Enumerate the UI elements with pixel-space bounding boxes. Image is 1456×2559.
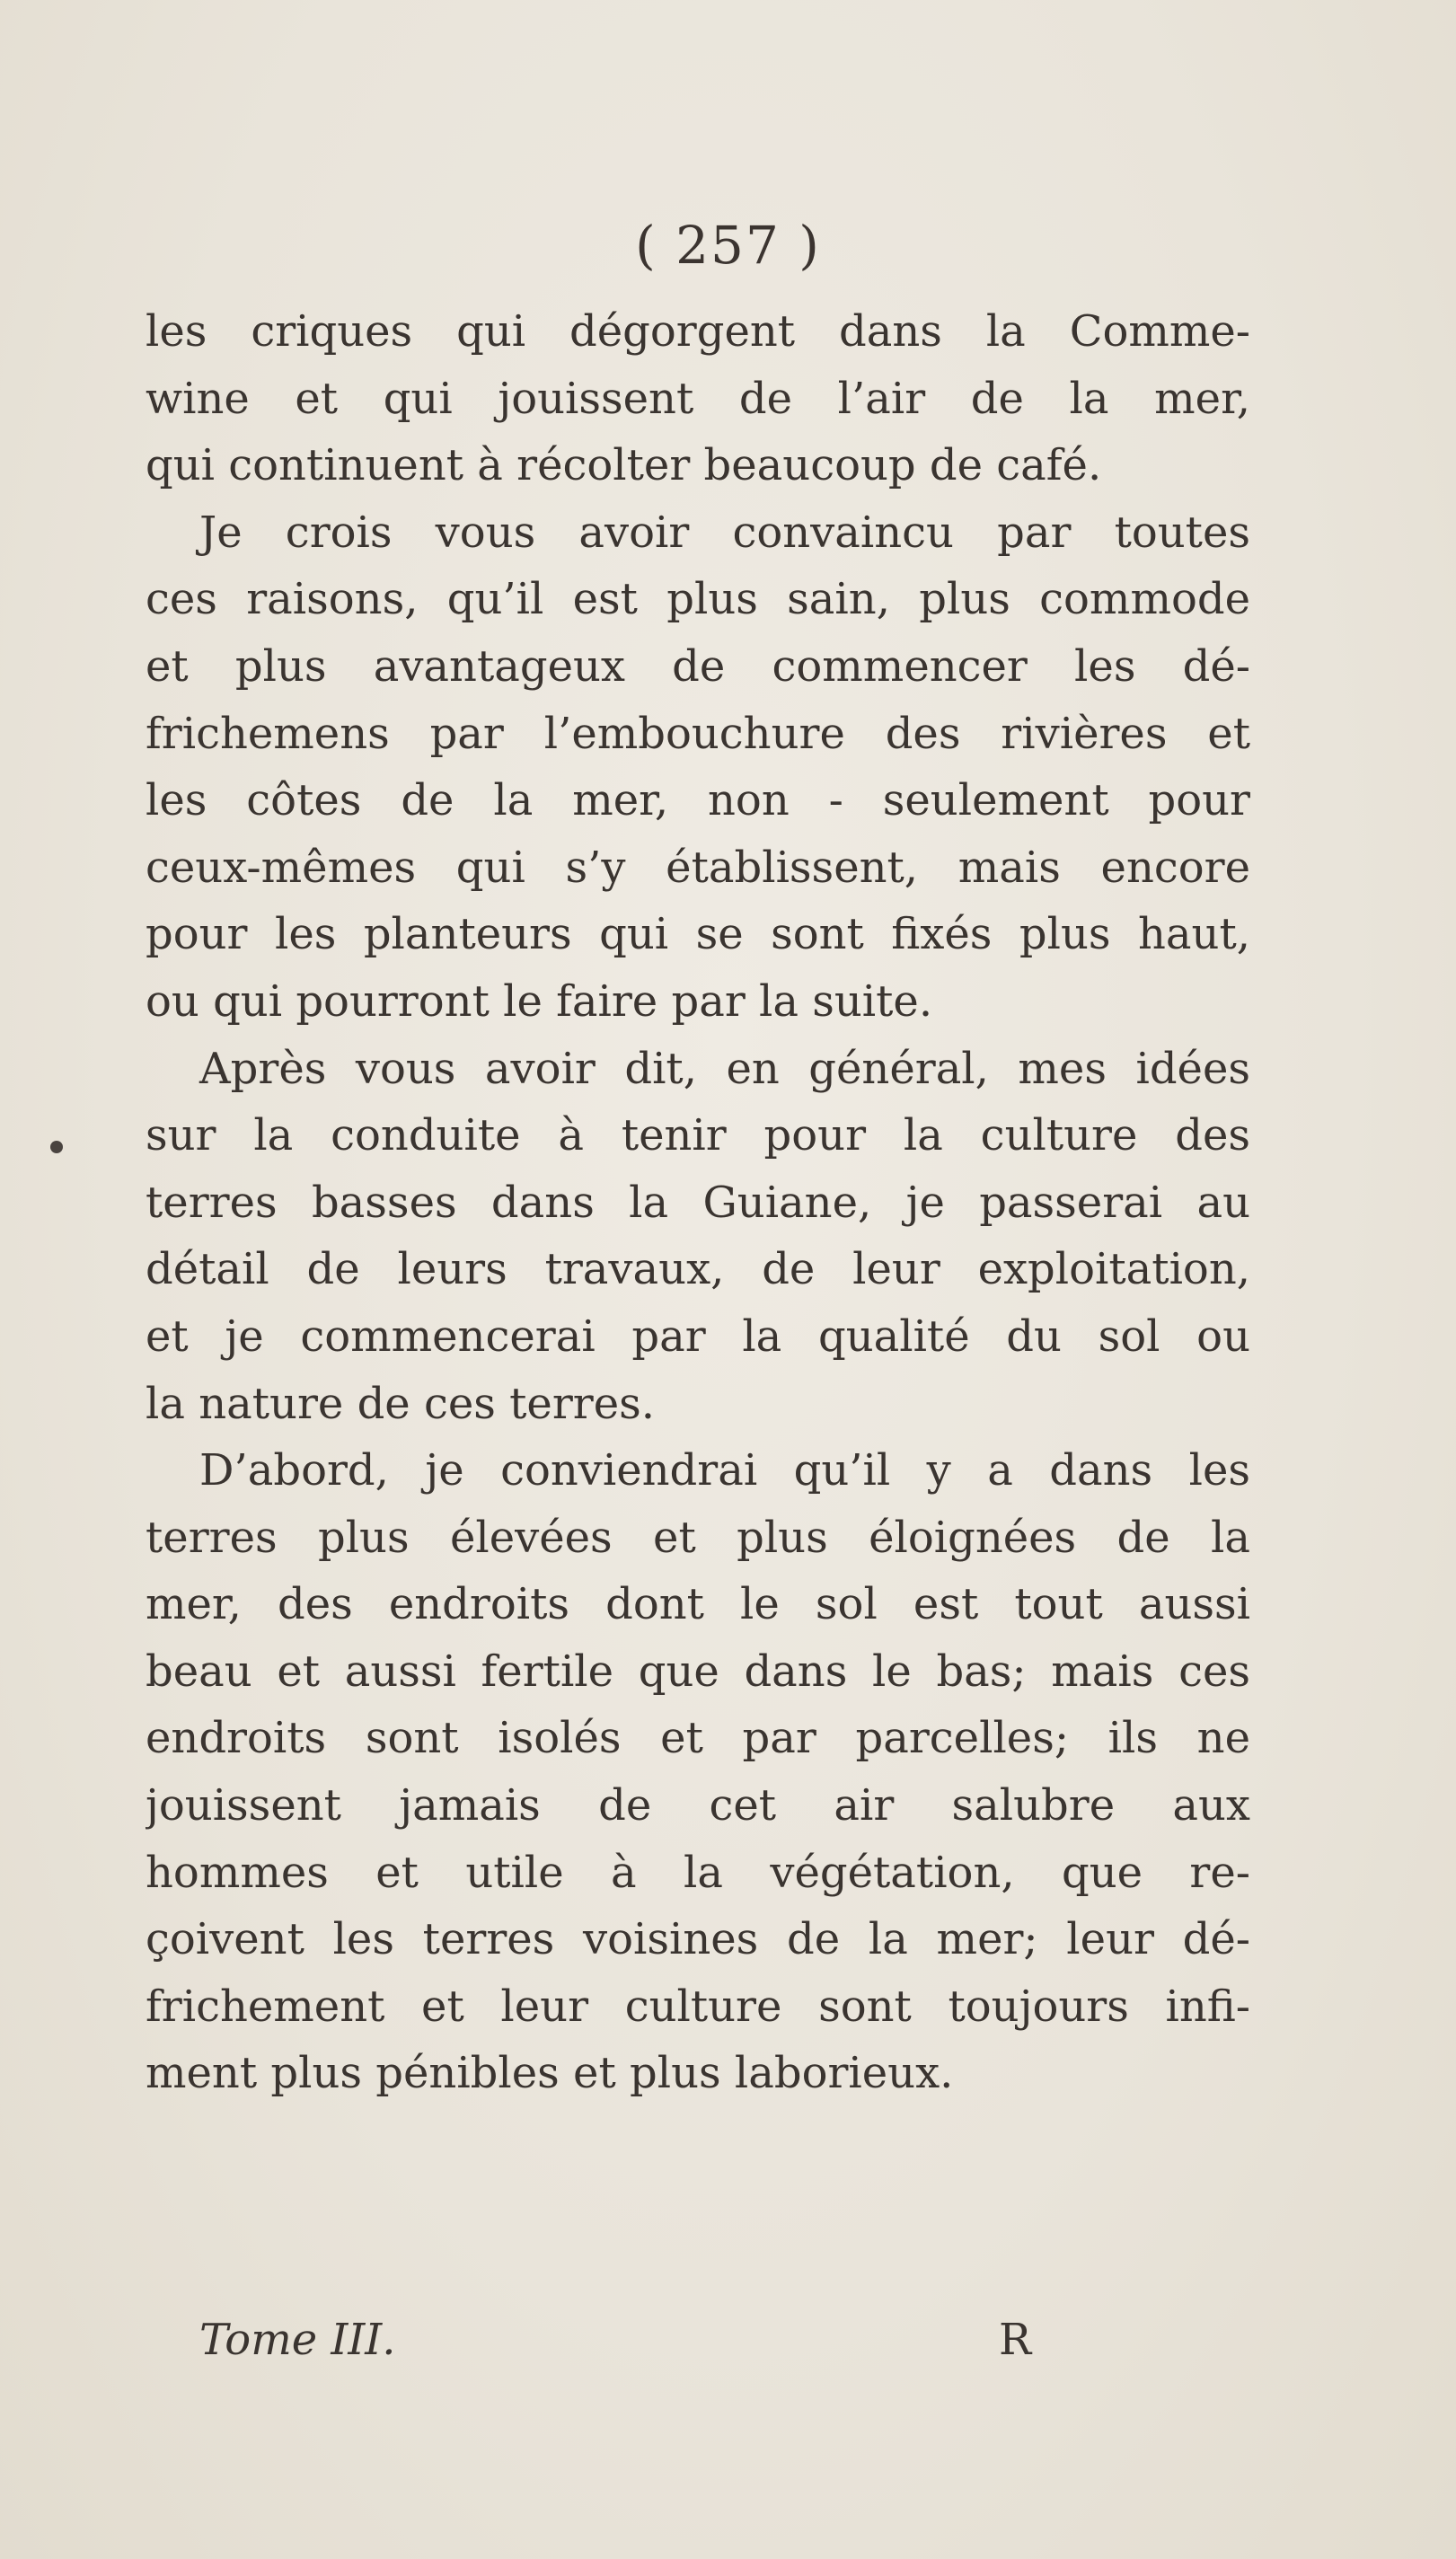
text-line: Je crois vous avoir convaincu par toutes	[199, 507, 1250, 558]
text-line: terres plus élevées et plus éloignées de la	[146, 1512, 1250, 1563]
signature-mark: R	[999, 2315, 1032, 2365]
text-line: sur la conduite à tenir pour la culture des	[146, 1110, 1250, 1161]
text-line: ou qui pourront le faire par la suite.	[146, 975, 933, 1027]
text-line: D’abord, je conviendrai qu’il y a dans les	[199, 1445, 1250, 1496]
text-line: ceux-mêmes qui s’y établissent, mais encore	[146, 842, 1250, 893]
text-line: jouissent jamais de cet air salubre aux	[146, 1780, 1250, 1831]
text-line: qui continuent à récolter beaucoup de café.	[146, 440, 1102, 491]
text-line: Après vous avoir dit, en général, mes idées	[199, 1043, 1250, 1094]
text-line: frichement et leur culture sont toujours infi-	[146, 1981, 1250, 2032]
text-line: ces raisons, qu’il est plus sain, plus commode	[146, 574, 1250, 625]
text-line: mer, des endroits dont le sol est tout aussi	[146, 1579, 1250, 1630]
text-line: çoivent les terres voisines de la mer; leur dé-	[146, 1914, 1250, 1965]
volume-label: Tome III.	[199, 2315, 396, 2365]
text-line: ment plus pénibles et plus laborieux.	[146, 2048, 954, 2099]
body-text	[146, 298, 1250, 2107]
text-line: et plus avantageux de commencer les dé-	[146, 640, 1250, 692]
text-line: les criques qui dégorgent dans la Comme-	[146, 306, 1250, 357]
text-line: et je commencerai par la qualité du sol ou	[146, 1310, 1250, 1362]
text-line: détail de leurs travaux, de leur exploitation,	[146, 1244, 1250, 1295]
text-line: hommes et utile à la végétation, que re-	[146, 1847, 1250, 1898]
page-number: ( 257 )	[635, 215, 821, 276]
text-line: les côtes de la mer, non - seulement pour	[146, 775, 1250, 826]
text-line: frichemens par l’embouchure des rivières et	[146, 708, 1250, 759]
text-line: wine et qui jouissent de l’air de la mer,	[146, 373, 1250, 424]
text-line: terres basses dans la Guiane, je passerai au	[146, 1177, 1250, 1228]
margin-mark	[50, 1141, 63, 1153]
text-line: pour les planteurs qui se sont fixés plus haut,	[146, 909, 1250, 960]
text-line: beau et aussi fertile que dans le bas; mais ces	[146, 1646, 1250, 1697]
page-footer	[146, 2308, 1250, 2371]
text-line: la nature de ces terres.	[146, 1378, 656, 1429]
text-line: endroits sont isolés et par parcelles; ils ne	[146, 1713, 1250, 1764]
